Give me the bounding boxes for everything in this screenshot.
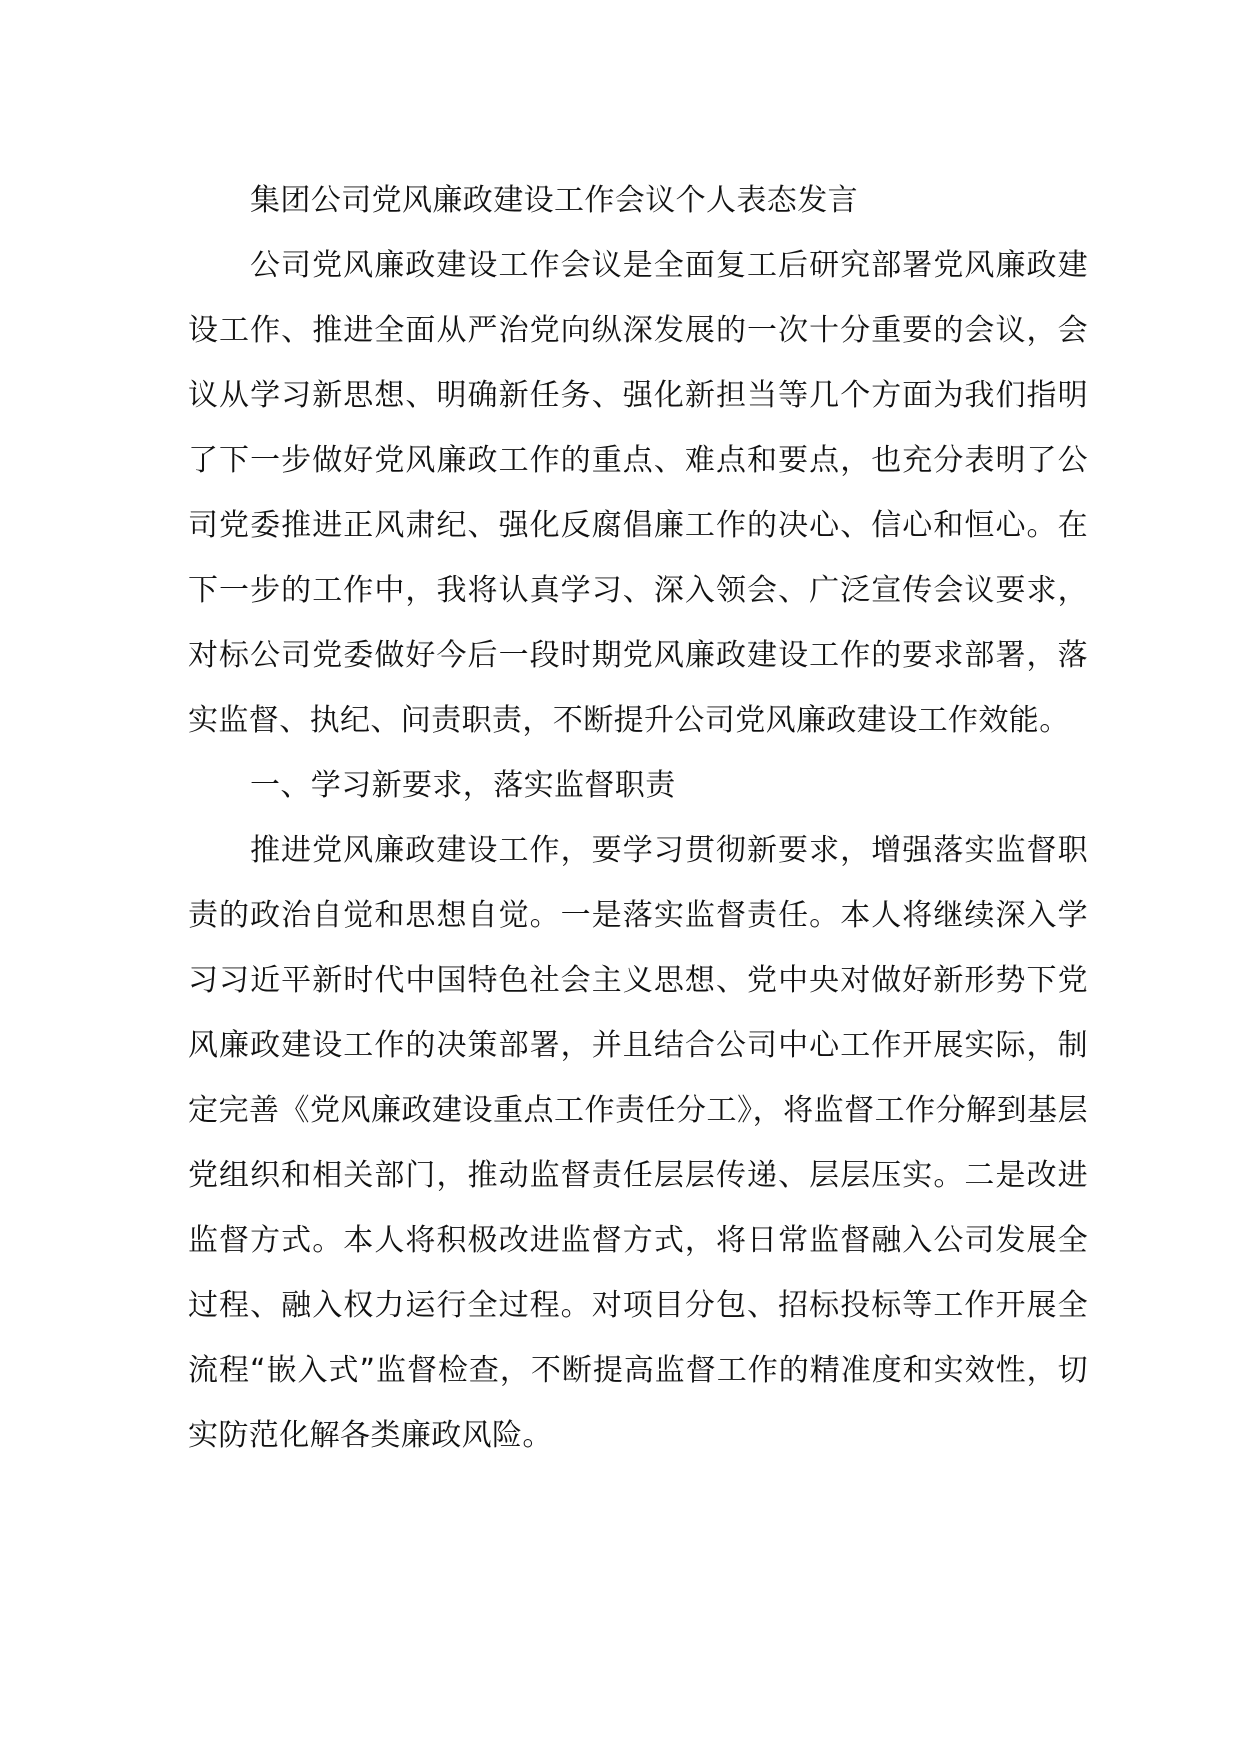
document-title: 集团公司党风廉政建设工作会议个人表态发言	[250, 183, 858, 218]
paragraph-section-1: 推进党风廉政建设工作，要学习贯彻新要求，增强落实监督职责的政治自觉和思想自觉。一是落实监督责任。本人将继续深入学习习近平新时代中国特色社会主义思想、党中央对做好新形势下党风廉政建设工作的决策部署，并且结合公司中心工作开展实际，制定完善《党风廉政建设重点工作责任分工》，将监督工作分解到基层党组织和相关部门，推动监督责任层层传递、层层压实。二是改进监督方式。本人将积极改进监督方式，将日常监督融入公司发展全过程、融入权力运行全过程。对项目分包、招标投标等工作开展全流程“嵌入式”监督检查，不断提高监督工作的精准度和实效性，切实防范化解各类廉政风险。	[188, 833, 1088, 1453]
document-body	[188, 168, 1088, 1468]
paragraph-intro: 公司党风廉政建设工作会议是全面复工后研究部署党风廉政建设工作、推进全面从严治党向纵深发展的一次十分重要的会议，会议从学习新思想、明确新任务、强化新担当等几个方面为我们指明了下一步做好党风廉政工作的重点、难点和要点，也充分表明了公司党委推进正风肃纪、强化反腐倡廉工作的决心、信心和恒心。在下一步的工作中，我将认真学习、深入领会、广泛宣传会议要求，对标公司党委做好今后一段时期党风廉政建设工作的要求部署，落实监督、执纪、问责职责，不断提升公司党风廉政建设工作效能。	[188, 248, 1088, 738]
section-heading-1: 一、学习新要求，落实监督职责	[250, 768, 676, 803]
